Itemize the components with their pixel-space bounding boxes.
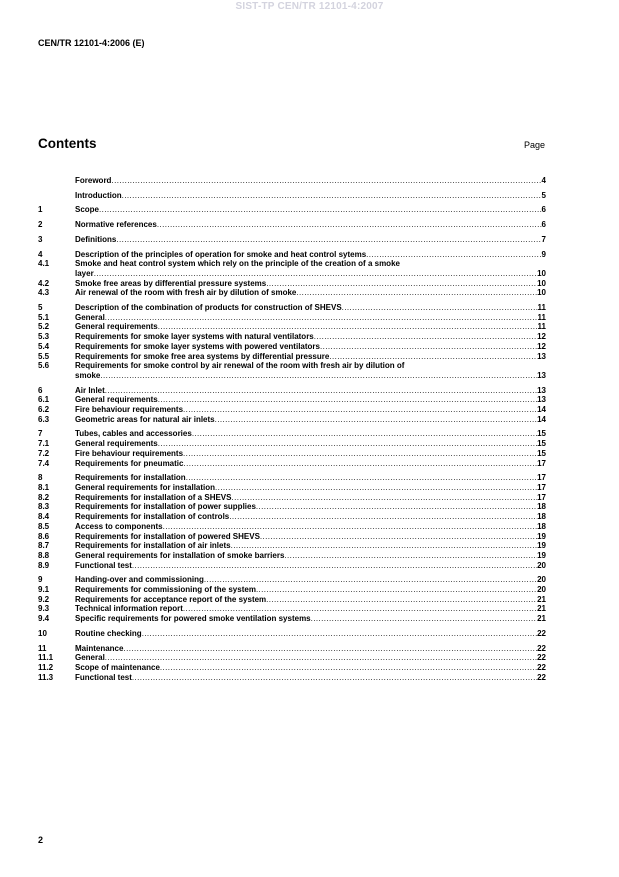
toc-entry-page: 22 [537,653,546,663]
toc-entry-page: 21 [537,604,546,614]
toc-entry[interactable] [38,483,546,493]
toc-entry-title: Requirements for smoke layer systems with natural ventilators [75,332,314,342]
dot-leader [100,371,537,381]
toc-entry-page: 20 [537,575,546,585]
toc-entry-title: Access to components [75,521,163,531]
toc-entry-page: 13 [537,385,546,395]
toc-entry-title: Functional test [75,560,132,570]
toc-entry[interactable] [38,575,546,585]
toc-entry[interactable] [38,250,546,260]
dot-leader [116,235,541,245]
page-number: 2 [38,835,44,845]
toc-entry-number: 5.6 [38,361,50,371]
dot-leader [132,673,537,683]
toc-entry-page: 19 [537,550,546,560]
toc-entry-title: Air Inlet [75,385,105,395]
dot-leader [123,644,537,654]
toc-entry-number: 6 [38,385,43,395]
toc-entry-title: Scope [75,205,100,215]
toc-entry[interactable] [38,429,546,439]
dot-leader [122,191,542,201]
toc-entry-title: General requirements [75,322,158,332]
toc-entry-number: 8.8 [38,550,50,560]
dot-leader [163,522,538,532]
toc-entry-number: 11.3 [38,672,54,682]
toc-entry-title: Requirements for installation of a SHEVS [75,492,232,502]
toc-group [38,220,546,230]
toc-entry-page: 17 [537,492,546,502]
toc-entry-number: 9 [38,575,43,585]
dot-leader [342,303,538,313]
toc-entry-number: 3 [38,234,43,244]
dot-leader [183,449,537,459]
toc-entry-title: Requirements for commissioning of the system [75,585,256,595]
toc-entry-page: 10 [537,288,546,298]
toc-entry[interactable] [38,395,546,405]
toc-entry-number: 9.3 [38,604,50,614]
toc-entry[interactable] [38,191,546,201]
toc-entry-title: Requirements for installation [75,473,186,483]
toc-entry-number: 8.6 [38,531,50,541]
toc-entry-page: 22 [537,662,546,672]
toc-entry-title: Maintenance [75,643,124,653]
toc-entry-page: 12 [537,332,546,342]
dot-leader [266,595,537,605]
dot-leader [320,342,537,352]
toc-entry-page: 22 [537,643,546,653]
toc-group [38,575,546,624]
dot-leader [215,415,537,425]
toc-entry[interactable] [38,585,546,595]
toc-entry[interactable] [38,644,546,654]
toc-entry-title: General [75,653,105,663]
toc-entry[interactable] [38,551,546,561]
toc-entry[interactable] [38,332,546,342]
dot-leader [231,541,538,551]
toc-entry-page: 11 [537,312,546,322]
toc-entry-number: 10 [38,628,47,638]
toc-entry-number: 5.2 [38,322,50,332]
toc-entry-title: Foreword [75,176,112,185]
toc-entry[interactable] [38,673,546,683]
toc-entry-page: 11 [537,322,546,332]
toc-entry-title-continued: layer [75,268,94,278]
toc-entry-number: 9.2 [38,594,50,604]
toc-entry[interactable] [38,439,546,449]
toc-entry-title: General requirements [75,395,158,405]
toc-entry[interactable] [38,361,546,380]
dot-leader [111,176,541,186]
toc-group [38,205,546,215]
toc-entry-title: Functional test [75,672,132,682]
toc-entry-title: Requirements for smoke layer systems with powered ventilators [75,341,320,351]
toc-entry-title: Requirements for installation of powered SHEVS [75,531,260,541]
toc-entry-title: Requirements for installation of power supplies [75,502,256,512]
table-of-contents [38,176,546,687]
toc-entry-page: 14 [537,414,546,424]
toc-entry-title: Requirements for smoke free area systems by differential pressure [75,351,330,361]
toc-entry-number: 4.1 [38,259,50,269]
toc-entry-title: Tubes, cables and accessories [75,429,192,439]
toc-group [38,250,546,299]
toc-entry-page: 21 [537,614,546,624]
toc-group [38,191,546,201]
toc-entry[interactable] [38,322,546,332]
toc-entry-number: 6.2 [38,405,50,415]
toc-group [38,303,546,381]
toc-entry-number: 5 [38,303,43,313]
toc-entry-title: Specific requirements for powered smoke ventilation systems [75,614,311,624]
toc-entry-page: 11 [537,303,546,313]
toc-entry[interactable] [38,279,546,289]
toc-entry[interactable] [38,663,546,673]
dot-leader [99,205,542,215]
toc-entry-title: Handing-over and commissioning [75,575,204,585]
toc-entry[interactable] [38,303,546,313]
toc-entry-title: General requirements for installation [75,482,216,492]
toc-entry-number: 8.5 [38,521,50,531]
toc-entry-page: 13 [537,370,546,380]
toc-entry[interactable] [38,541,546,551]
toc-entry-page: 10 [537,268,546,278]
toc-entry-number: 6.3 [38,414,50,424]
document-id: CEN/TR 12101-4:2006 (E) [38,38,145,48]
watermark: SIST-TP CEN/TR 12101-4:2007 [235,1,384,12]
toc-entry[interactable] [38,614,546,624]
dot-leader [215,483,537,493]
toc-group [38,429,546,468]
dot-leader [105,653,537,663]
toc-entry-page: 6 [541,205,546,215]
toc-entry[interactable] [38,473,546,483]
page-column-label: Page [523,140,545,150]
toc-entry-page: 6 [541,220,546,230]
dot-leader [157,220,542,230]
toc-entry-number: 11.2 [38,662,54,672]
toc-entry-title: Description of the combination of products for construction of SHEVS [75,303,342,313]
dot-leader [231,493,537,503]
toc-entry[interactable] [38,604,546,614]
toc-group [38,176,546,186]
toc-entry-number: 9.4 [38,614,50,624]
toc-entry[interactable] [38,449,546,459]
toc-entry[interactable] [38,352,546,362]
toc-entry-page: 15 [537,439,546,449]
toc-entry-number: 8.3 [38,502,50,512]
dot-leader [132,561,537,571]
toc-entry-number: 1 [38,205,43,215]
toc-entry-page: 19 [537,541,546,551]
dot-leader [183,459,537,469]
dot-leader [105,386,537,396]
toc-entry-number: 7.1 [38,439,50,449]
toc-entry-page: 10 [537,278,546,288]
toc-group [38,644,546,683]
toc-entry-page: 19 [537,531,546,541]
contents-title: Contents [38,136,97,151]
toc-entry-title: Requirements for installation of air inlets [75,541,231,551]
dot-leader [94,269,537,279]
toc-entry-title: Technical information report [75,604,183,614]
toc-entry-number: 8.7 [38,541,50,551]
toc-entry-title: Fire behaviour requirements [75,448,184,458]
toc-entry[interactable] [38,561,546,571]
dot-leader [266,279,537,289]
toc-entry-page: 13 [537,351,546,361]
toc-entry-number: 7.4 [38,458,50,468]
dot-leader [186,473,537,483]
toc-entry-title: Smoke and heat control system which rely on the principle of the creation of a smoke [75,259,400,269]
dot-leader [260,532,537,542]
toc-entry-number: 5.3 [38,332,50,342]
toc-entry[interactable] [38,386,546,396]
toc-entry-title: Air renewal of the room with fresh air by dilution of smoke [75,288,297,298]
toc-entry[interactable] [38,512,546,522]
toc-entry[interactable] [38,459,546,469]
toc-entry-title: Requirements for installation of controls [75,512,230,522]
dot-leader [158,395,537,405]
toc-entry-title: Introduction [75,190,122,200]
toc-entry[interactable] [38,288,546,298]
toc-entry[interactable] [38,313,546,323]
dot-leader [366,250,541,260]
toc-entry-page: 18 [537,502,546,512]
toc-entry-title: Geometric areas for natural air inlets [75,414,215,424]
dot-leader [192,429,537,439]
dot-leader [314,332,537,342]
toc-group [38,629,546,639]
toc-entry[interactable] [38,205,546,215]
toc-entry[interactable] [38,522,546,532]
toc-entry-title-continued: smoke [75,370,101,380]
toc-entry-title: Definitions [75,234,117,244]
toc-entry-number: 5.5 [38,351,50,361]
toc-entry-title: Fire behaviour requirements [75,405,184,415]
toc-entry-title: Requirements for acceptance report of the system [75,594,267,604]
toc-entry[interactable] [38,342,546,352]
dot-leader [142,629,537,639]
toc-entry[interactable] [38,259,546,278]
toc-group [38,235,546,245]
dot-leader [183,604,537,614]
toc-entry-page: 22 [537,672,546,682]
toc-entry-number: 8.9 [38,560,50,570]
toc-group [38,473,546,570]
toc-entry-number: 4.3 [38,288,50,298]
dot-leader [296,288,537,298]
toc-entry-number: 6.1 [38,395,50,405]
toc-entry-page: 18 [537,512,546,522]
toc-entry-number: 5.4 [38,341,50,351]
toc-entry-number: 8.4 [38,512,50,522]
dot-leader [329,352,537,362]
toc-entry[interactable] [38,176,546,186]
toc-entry[interactable] [38,405,546,415]
dot-leader [256,502,537,512]
toc-entry-page: 15 [537,448,546,458]
toc-entry-page: 5 [541,190,546,200]
toc-entry-number: 8 [38,473,43,483]
toc-entry[interactable] [38,235,546,245]
toc-entry-page: 20 [537,585,546,595]
toc-entry-title: General requirements [75,439,158,449]
toc-entry-page: 15 [537,429,546,439]
toc-entry[interactable] [38,220,546,230]
toc-entry-title: Smoke free areas by differential pressure systems [75,278,267,288]
dot-leader [105,313,538,323]
toc-entry-number: 7 [38,429,43,439]
toc-entry-number: 4 [38,249,43,259]
toc-entry[interactable] [38,493,546,503]
toc-entry-number: 11.1 [38,653,54,663]
toc-entry-page: 18 [537,521,546,531]
toc-entry-title: Requirements for smoke control by air renewal of the room with fresh air by dilution of [75,361,405,371]
toc-entry-title: Description of the principles of operation for smoke and heat control sytems [75,249,367,259]
dot-leader [158,322,538,332]
dot-leader [204,575,537,585]
toc-entry-page: 14 [537,405,546,415]
toc-entry-number: 8.2 [38,492,50,502]
toc-entry[interactable] [38,532,546,542]
toc-entry-page: 21 [537,594,546,604]
toc-entry-page: 13 [537,395,546,405]
toc-entry-page: 20 [537,560,546,570]
toc-entry-title: General requirements for installation of smoke barriers [75,550,285,560]
toc-group [38,386,546,425]
toc-entry-number: 7.2 [38,448,50,458]
toc-entry-page: 9 [541,249,546,259]
toc-entry-number: 4.2 [38,278,50,288]
toc-entry-number: 2 [38,220,43,230]
toc-entry-number: 11 [38,643,47,653]
toc-entry-title: Scope of maintenance [75,662,160,672]
toc-entry[interactable] [38,629,546,639]
toc-entry-title: Routine checking [75,628,142,638]
dot-leader [256,585,537,595]
dot-leader [158,439,537,449]
dot-leader [160,663,537,673]
toc-entry-page: 12 [537,341,546,351]
toc-entry-page: 17 [537,458,546,468]
dot-leader [183,405,537,415]
toc-entry-number: 8.1 [38,482,50,492]
toc-entry-number: 9.1 [38,585,50,595]
toc-entry-page: 22 [537,628,546,638]
dot-leader [284,551,537,561]
toc-entry[interactable] [38,415,546,425]
toc-entry-title: General [75,312,105,322]
toc-entry-page: 17 [537,473,546,483]
toc-entry-title: Normative references [75,220,157,230]
toc-entry-title: Requirements for pneumatic [75,458,184,468]
toc-entry-page: 7 [541,234,546,244]
toc-entry[interactable] [38,595,546,605]
toc-entry-page: 4 [541,176,546,185]
toc-entry[interactable] [38,502,546,512]
dot-leader [311,614,537,624]
dot-leader [229,512,537,522]
toc-entry[interactable] [38,653,546,663]
toc-entry-number: 5.1 [38,312,50,322]
toc-entry-page: 17 [537,482,546,492]
